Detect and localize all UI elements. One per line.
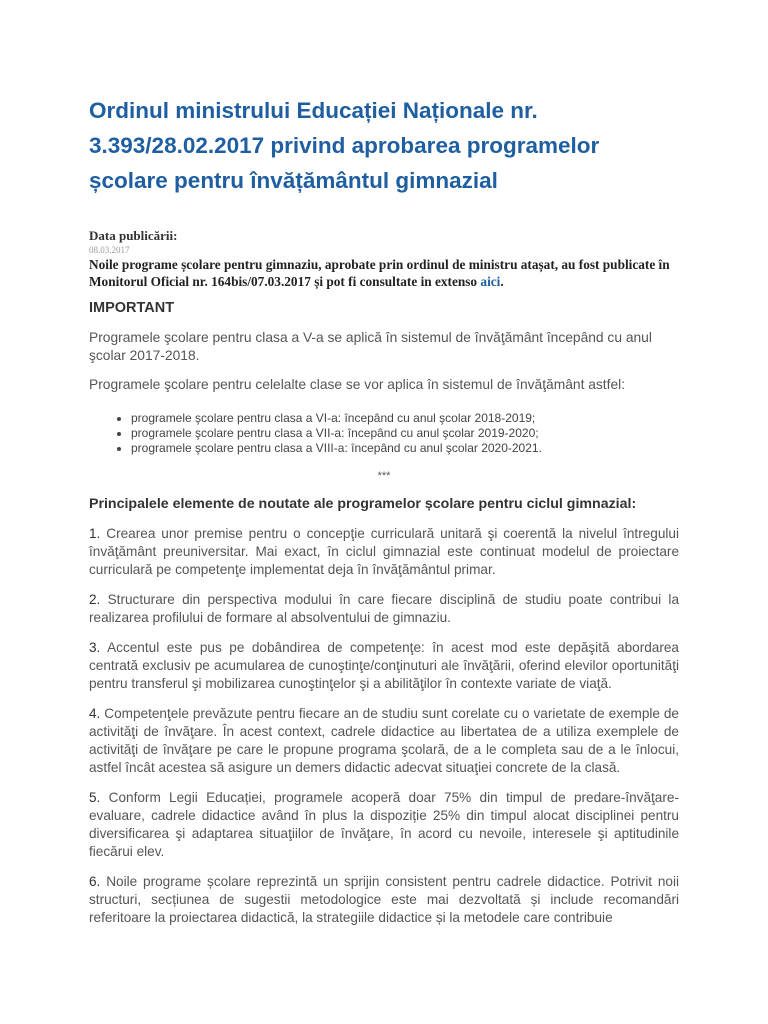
list-item: • programele şcolare pentru clasa a VI-a: începând cu anul şcolar 2018-2019; (131, 411, 679, 426)
item-text: Structurare din perspectiva modului în care fiecare disciplină de studiu poate contribui la realizarea profilului de formare al absolventului de gimnaziu. (89, 592, 679, 625)
item-number: 5. (89, 790, 101, 805)
paragraph-other-classes: Programele şcolare pentru celelalte clase se vor aplica în sistemul de învăţământ astfel: (89, 377, 626, 392)
numbered-item (89, 705, 679, 777)
item-text: Noile programe școlare reprezintă un sprijin consistent pentru cadrele didactice. Potrivit noii structuri, secțiunea de sugestii metodologice este mai dezvoltată și include recomandări referitoare la proiectarea didactică, la strategiile didactice și la metodele care contribuie (89, 874, 680, 925)
publication-date-label: Data publicării: (89, 228, 178, 243)
separator: *** (377, 470, 391, 482)
item-number: 4. (89, 706, 101, 721)
numbered-item (89, 525, 679, 579)
paragraph-class-v: Programele şcolare pentru clasa a V-a se aplică în sistemul de învăţământ începând cu anul şcolar 2017-2018. (89, 330, 652, 363)
list-item: • programele şcolare pentru clasa a VIII-a: începând cu anul şcolar 2020-2021. (131, 441, 679, 456)
numbered-item (89, 789, 679, 861)
item-text: Crearea unor premise pentru o concepţie curriculară unitară şi coerentă la nivelul întregului învăţământ preuniversitar. Mai exact, în ciclul gimnazial este continuat modelul de proiectare curriculară pe competenţe implementat deja în învăţământul primar. (89, 526, 680, 577)
important-heading: IMPORTANT (89, 300, 175, 316)
lead-end: . (500, 274, 504, 289)
article-title: Ordinul ministrului Educației Naționale nr. 3.393/28.02.2017 privind aprobarea programelor școlare pentru învățământul gimnazial (89, 98, 600, 193)
aici-link[interactable]: aici (480, 274, 501, 289)
item-text: Competenţele prevăzute pentru fiecare an de studiu sunt corelate cu o varietate de exemple de activităţi de învăţare. În acest context, cadrele didactice au libertatea de a utiliza exemplele de activităţi de învăţare pe care le propune programa şcolară, de a le completa sau de a le înlocui, astfel încât acestea să asigure un demers didactic adecvat situaţiei concrete de la clasă. (89, 706, 679, 775)
lead-text: Noile programe școlare pentru gimnaziu, aprobate prin ordinul de ministru atașat, au fost publicate în Monitorul Oficial nr. 164bis/07.03.2017 și pot fi consultate in extenso (89, 257, 670, 289)
item-number: 1. (89, 526, 101, 541)
item-text: Accentul este pus pe dobândirea de competenţe: în acest mod este depăşită abordarea centrată exclusiv pe acumularea de cunoştinţe/conţinuturi ale învăţării, oferind elevilor oportunităţi pentru transferul şi mobilizarea cunoştinţelor şi a abilităţilor în contexte variate de viaţă. (89, 640, 679, 691)
item-number: 2. (89, 592, 101, 607)
section-subheading: Principalele elemente de noutate ale programelor școlare pentru ciclul gimnazial: (89, 496, 637, 512)
item-number: 3. (89, 640, 101, 655)
lead-paragraph (89, 256, 679, 290)
bullet-list (89, 411, 679, 456)
publication-date: 08.03.2017 (89, 245, 130, 255)
item-number: 6. (89, 874, 101, 889)
numbered-item (89, 873, 679, 927)
numbered-item (89, 591, 679, 627)
list-item: • programele şcolare pentru clasa a VII-a: începând cu anul şcolar 2019-2020; (131, 426, 679, 441)
item-text: Conform Legii Educației, programele acoperă doar 75% din timpul de predare-învăţare-evaluare, cadrele didactice având în plus la dispoziție 25% din timpul alocat disciplinei pentru diversificarea şi adaptarea situaţiilor de învăţare, în acord cu nevoile, interesele şi aptitudinile fiecărui elev. (89, 790, 679, 859)
numbered-item (89, 639, 679, 693)
